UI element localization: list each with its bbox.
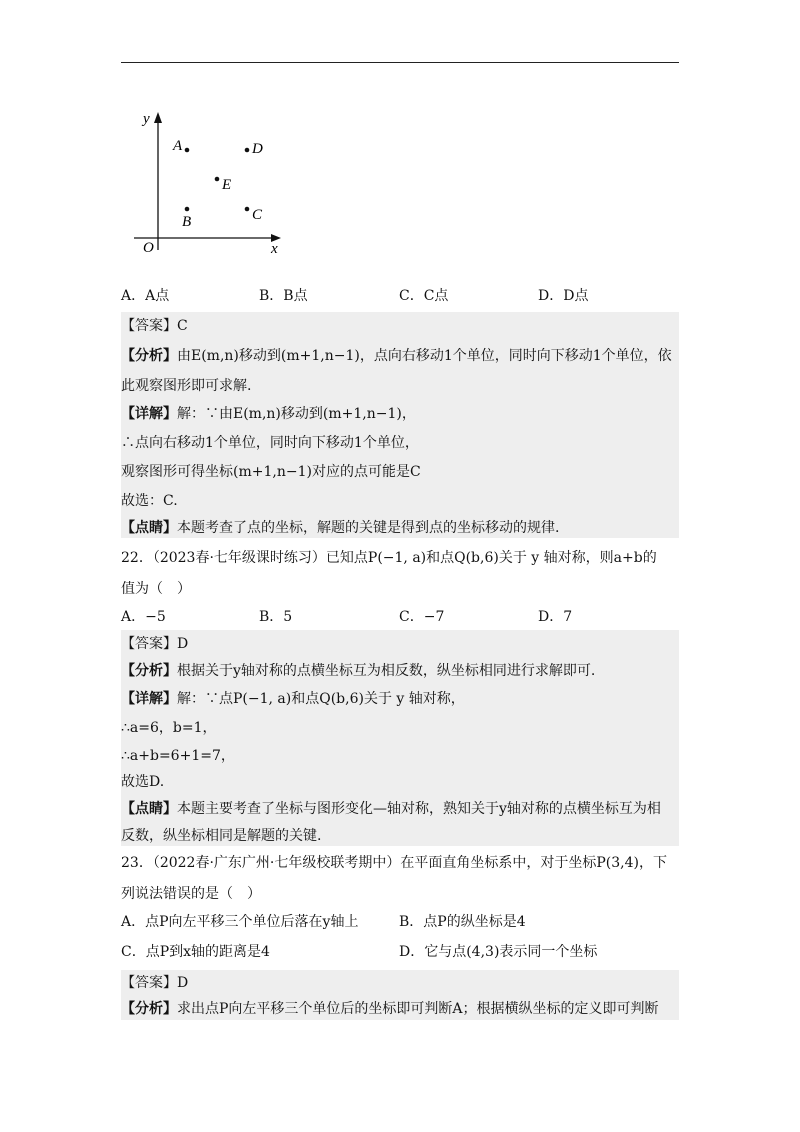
q21-option-a: A．A点: [121, 288, 170, 304]
q21-comment: [121, 518, 559, 538]
coordinate-figure: [121, 108, 291, 258]
point-c-label: C: [252, 207, 263, 223]
comment-label: 【点睛】: [121, 520, 177, 536]
comment-label: 【点睛】: [121, 801, 177, 817]
comment-text: 本题主要考查了坐标与图形变化—轴对称，熟知关于y轴对称的点横坐标互为相: [177, 801, 661, 817]
y-axis-arrow: [154, 112, 162, 123]
q21-analysis-line-2: 此观察图形即可求解.: [121, 378, 252, 394]
q22-option-d: D．7: [538, 609, 573, 625]
axis-x-label: x: [271, 241, 278, 257]
q22-option-b: B．5: [259, 609, 293, 625]
q23-option-c: C．点P到x轴的距离是4: [121, 944, 270, 960]
detail-text: 解：∵由E(m,n)移动到(m+1,n−1)，: [177, 406, 416, 422]
origin-label: O: [143, 240, 154, 256]
axis-y-label: y: [143, 111, 150, 127]
analysis-label: 【分析】: [121, 348, 177, 364]
q23-stem-line-1: 23．（2022春·广东广州·七年级校联考期中）在平面直角坐标系中，对于坐标P(3,4)，下: [121, 855, 667, 871]
comment-text: 本题考查了点的坐标，解题的关键是得到点的坐标移动的规律.: [177, 520, 560, 536]
analysis-label: 【分析】: [121, 1001, 177, 1017]
q22-option-c: C．−7: [399, 609, 445, 625]
header-rule: [121, 62, 679, 63]
q22-comment-line-1: [121, 799, 661, 819]
q23-answer: 【答案】D: [121, 975, 189, 991]
analysis-label: 【分析】: [121, 663, 177, 679]
detail-label: 【详解】: [121, 406, 177, 422]
q23-stem-line-2: 列说法错误的是（ ）: [121, 886, 261, 902]
point-a-label: A: [173, 138, 183, 154]
q21-detail-line-3: 观察图形可得坐标(m+1,n−1)对应的点可能是C: [121, 464, 421, 480]
point-e-label: E: [222, 177, 232, 193]
q22-detail-line-3: ∴a+b=6+1=7，: [121, 748, 235, 764]
point-a: [185, 148, 190, 153]
point-c: [245, 207, 250, 212]
q21-option-b: B．B点: [259, 288, 308, 304]
q21-answer: 【答案】C: [121, 318, 188, 334]
q22-answer: 【答案】D: [121, 636, 189, 652]
q22-detail-line-1: [121, 689, 465, 709]
q22-analysis: [121, 661, 595, 681]
analysis-text: 由E(m,n)移动到(m+1,n−1)，点向右移动1个单位，同时向下移动1个单位，依: [177, 348, 672, 364]
q21-detail-line-2: ∴点向右移动1个单位，同时向下移动1个单位，: [121, 435, 419, 451]
q21-detail-line-4: 故选：C.: [121, 493, 178, 509]
q22-stem-line-1: 22．（2023春·七年级课时练习）已知点P(−1, a)和点Q(b,6)关于 y 轴对称，则a+b的: [121, 550, 657, 566]
q23-option-b: B．点P的纵坐标是4: [399, 914, 526, 930]
q21-analysis-line-1: [121, 346, 672, 366]
q23-analysis: [121, 999, 659, 1019]
analysis-text: 根据关于y轴对称的点横坐标互为相反数，纵坐标相同进行求解即可.: [177, 663, 596, 679]
point-e: [215, 177, 220, 182]
q22-stem-line-2: 值为（ ）: [121, 581, 191, 597]
q21-option-c: C．C点: [399, 288, 449, 304]
q22-detail-line-4: 故选D.: [121, 774, 165, 790]
point-d: [245, 148, 250, 153]
q21-option-d: D．D点: [538, 288, 589, 304]
q22-option-a: A．−5: [121, 609, 166, 625]
q22-detail-line-2: ∴a=6，b=1，: [121, 720, 217, 736]
detail-label: 【详解】: [121, 691, 177, 707]
point-b: [185, 207, 190, 212]
point-b-label: B: [182, 214, 192, 230]
analysis-text: 求出点P向左平移三个单位后的坐标即可判断A；根据横纵坐标的定义即可判断: [177, 1001, 659, 1017]
q23-option-a: A．点P向左平移三个单位后落在y轴上: [121, 914, 359, 930]
detail-text: 解：∵点P(−1, a)和点Q(b,6)关于 y 轴对称，: [177, 691, 465, 707]
q23-option-d: D．它与点(4,3)表示同一个坐标: [399, 944, 598, 960]
point-d-label: D: [252, 141, 263, 157]
q21-detail-line-1: [121, 404, 416, 424]
q22-comment-line-2: 反数，纵坐标相同是解题的关键.: [121, 828, 322, 844]
